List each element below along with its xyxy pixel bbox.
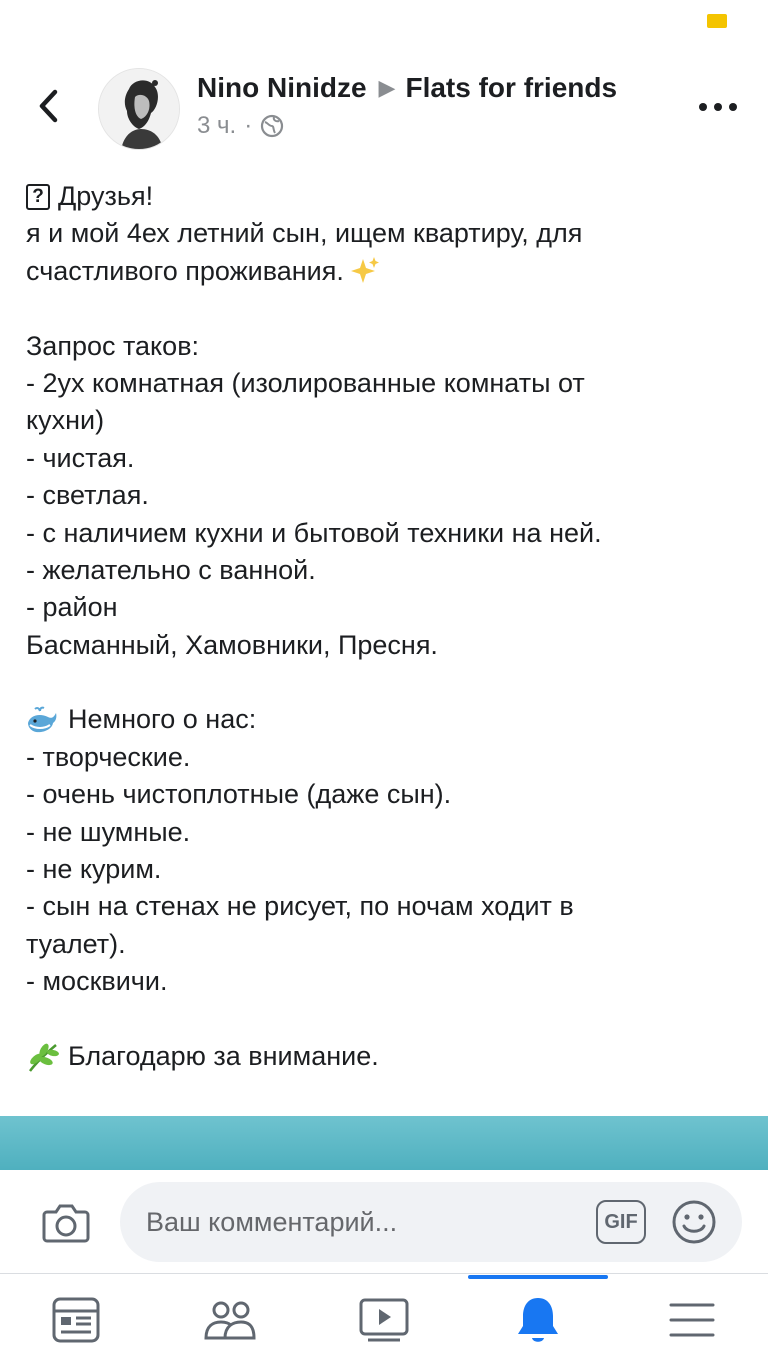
back-button[interactable] — [28, 82, 68, 130]
gif-button[interactable]: GIF — [596, 1200, 646, 1244]
post-line-text: - не шумные. — [26, 816, 191, 847]
post-line — [26, 328, 746, 365]
post-text — [26, 178, 746, 1075]
emoji-button[interactable] — [670, 1198, 718, 1246]
post-line-text: Басманный, Хамовники, Пресня. — [26, 629, 438, 660]
post-line-text: счастливого проживания. — [26, 255, 344, 286]
post-line — [26, 552, 746, 589]
bottom-nav — [0, 1275, 768, 1365]
post-line — [26, 664, 746, 701]
globe-icon — [260, 114, 284, 138]
friends-icon — [203, 1298, 257, 1342]
post-line — [26, 701, 746, 738]
watch-icon — [358, 1297, 410, 1343]
post-line — [26, 290, 746, 327]
status-indicator — [707, 14, 727, 28]
post-line — [26, 589, 746, 626]
post-line-text: Друзья! — [58, 181, 154, 211]
herb-icon — [26, 1041, 60, 1073]
nav-notifications[interactable] — [478, 1275, 598, 1365]
post-time[interactable]: 3 ч. — [197, 112, 237, 139]
post-title — [197, 72, 617, 104]
post-line — [26, 440, 746, 477]
comment-bar — [0, 1170, 768, 1274]
post-line-text: - чистая. — [26, 442, 135, 473]
post-line — [26, 178, 746, 215]
more-dots-icon — [698, 102, 738, 112]
post-header — [0, 60, 768, 160]
post-line-text: - очень чистоплотные (даже сын). — [26, 779, 452, 810]
post-line-text: Благодарю за внимание. — [68, 1040, 379, 1071]
notifications-icon — [514, 1294, 562, 1346]
meta-separator: · — [244, 112, 253, 139]
camera-button[interactable] — [40, 1198, 92, 1246]
post-line-text: туалет). — [26, 928, 126, 959]
post-line-text: - 2ух комнатная (изолированные комнаты от — [26, 367, 585, 398]
post-line-text: я и мой 4ех летний сын, ищем квартиру, для — [26, 218, 583, 249]
post-line — [26, 253, 746, 290]
post-line — [26, 851, 746, 888]
nav-menu[interactable] — [632, 1275, 752, 1365]
nav-watch[interactable] — [324, 1275, 444, 1365]
post-line-text: Запрос таков: — [26, 330, 200, 361]
post-line-text: - с наличием кухни и бытовой техники на ней. — [26, 517, 602, 548]
post-line-text: - москвичи. — [26, 966, 168, 997]
post-line — [26, 215, 746, 252]
nav-friends[interactable] — [170, 1275, 290, 1365]
post-line-text: - район — [26, 592, 118, 623]
post-line-text: - творческие. — [26, 741, 191, 772]
post-line-text: Немного о нас: — [68, 704, 257, 735]
more-options-button[interactable] — [694, 92, 742, 122]
post-line — [26, 477, 746, 514]
post-line — [26, 814, 746, 851]
group-name[interactable]: Flats for friends — [405, 72, 618, 103]
post-line — [26, 1038, 746, 1075]
post-line-text: - сын на стенах не рисует, по ночам ходит в — [26, 891, 574, 922]
post-line — [26, 627, 746, 664]
comment-input[interactable] — [120, 1182, 742, 1262]
post-line-text: - не курим. — [26, 854, 162, 885]
whale-icon — [26, 704, 60, 736]
post-line — [26, 888, 746, 925]
post-line — [26, 365, 746, 402]
menu-icon — [668, 1300, 716, 1340]
post-line-text: - светлая. — [26, 480, 149, 511]
post-line — [26, 963, 746, 1000]
chevron-left-icon — [36, 88, 60, 124]
post-line — [26, 739, 746, 776]
play-arrow-icon: ▶ — [378, 75, 396, 100]
smiley-icon — [671, 1199, 717, 1245]
post-line-text: - желательно с ванной. — [26, 554, 316, 585]
avatar[interactable] — [98, 68, 180, 150]
feed-icon — [51, 1296, 101, 1344]
post-meta — [197, 112, 284, 140]
post-line-text: кухни) — [26, 405, 105, 436]
post-line — [26, 402, 746, 439]
avatar-photo-icon — [99, 69, 180, 150]
nav-feed[interactable] — [16, 1275, 136, 1365]
sparkles-icon — [348, 255, 382, 287]
question-box-icon: ? — [26, 184, 50, 210]
post-line — [26, 926, 746, 963]
author-name[interactable]: Nino Ninidze — [197, 72, 367, 103]
post-media-preview[interactable] — [0, 1116, 768, 1170]
post-line — [26, 515, 746, 552]
post-line — [26, 776, 746, 813]
post-line — [26, 1001, 746, 1038]
camera-icon — [41, 1200, 91, 1244]
